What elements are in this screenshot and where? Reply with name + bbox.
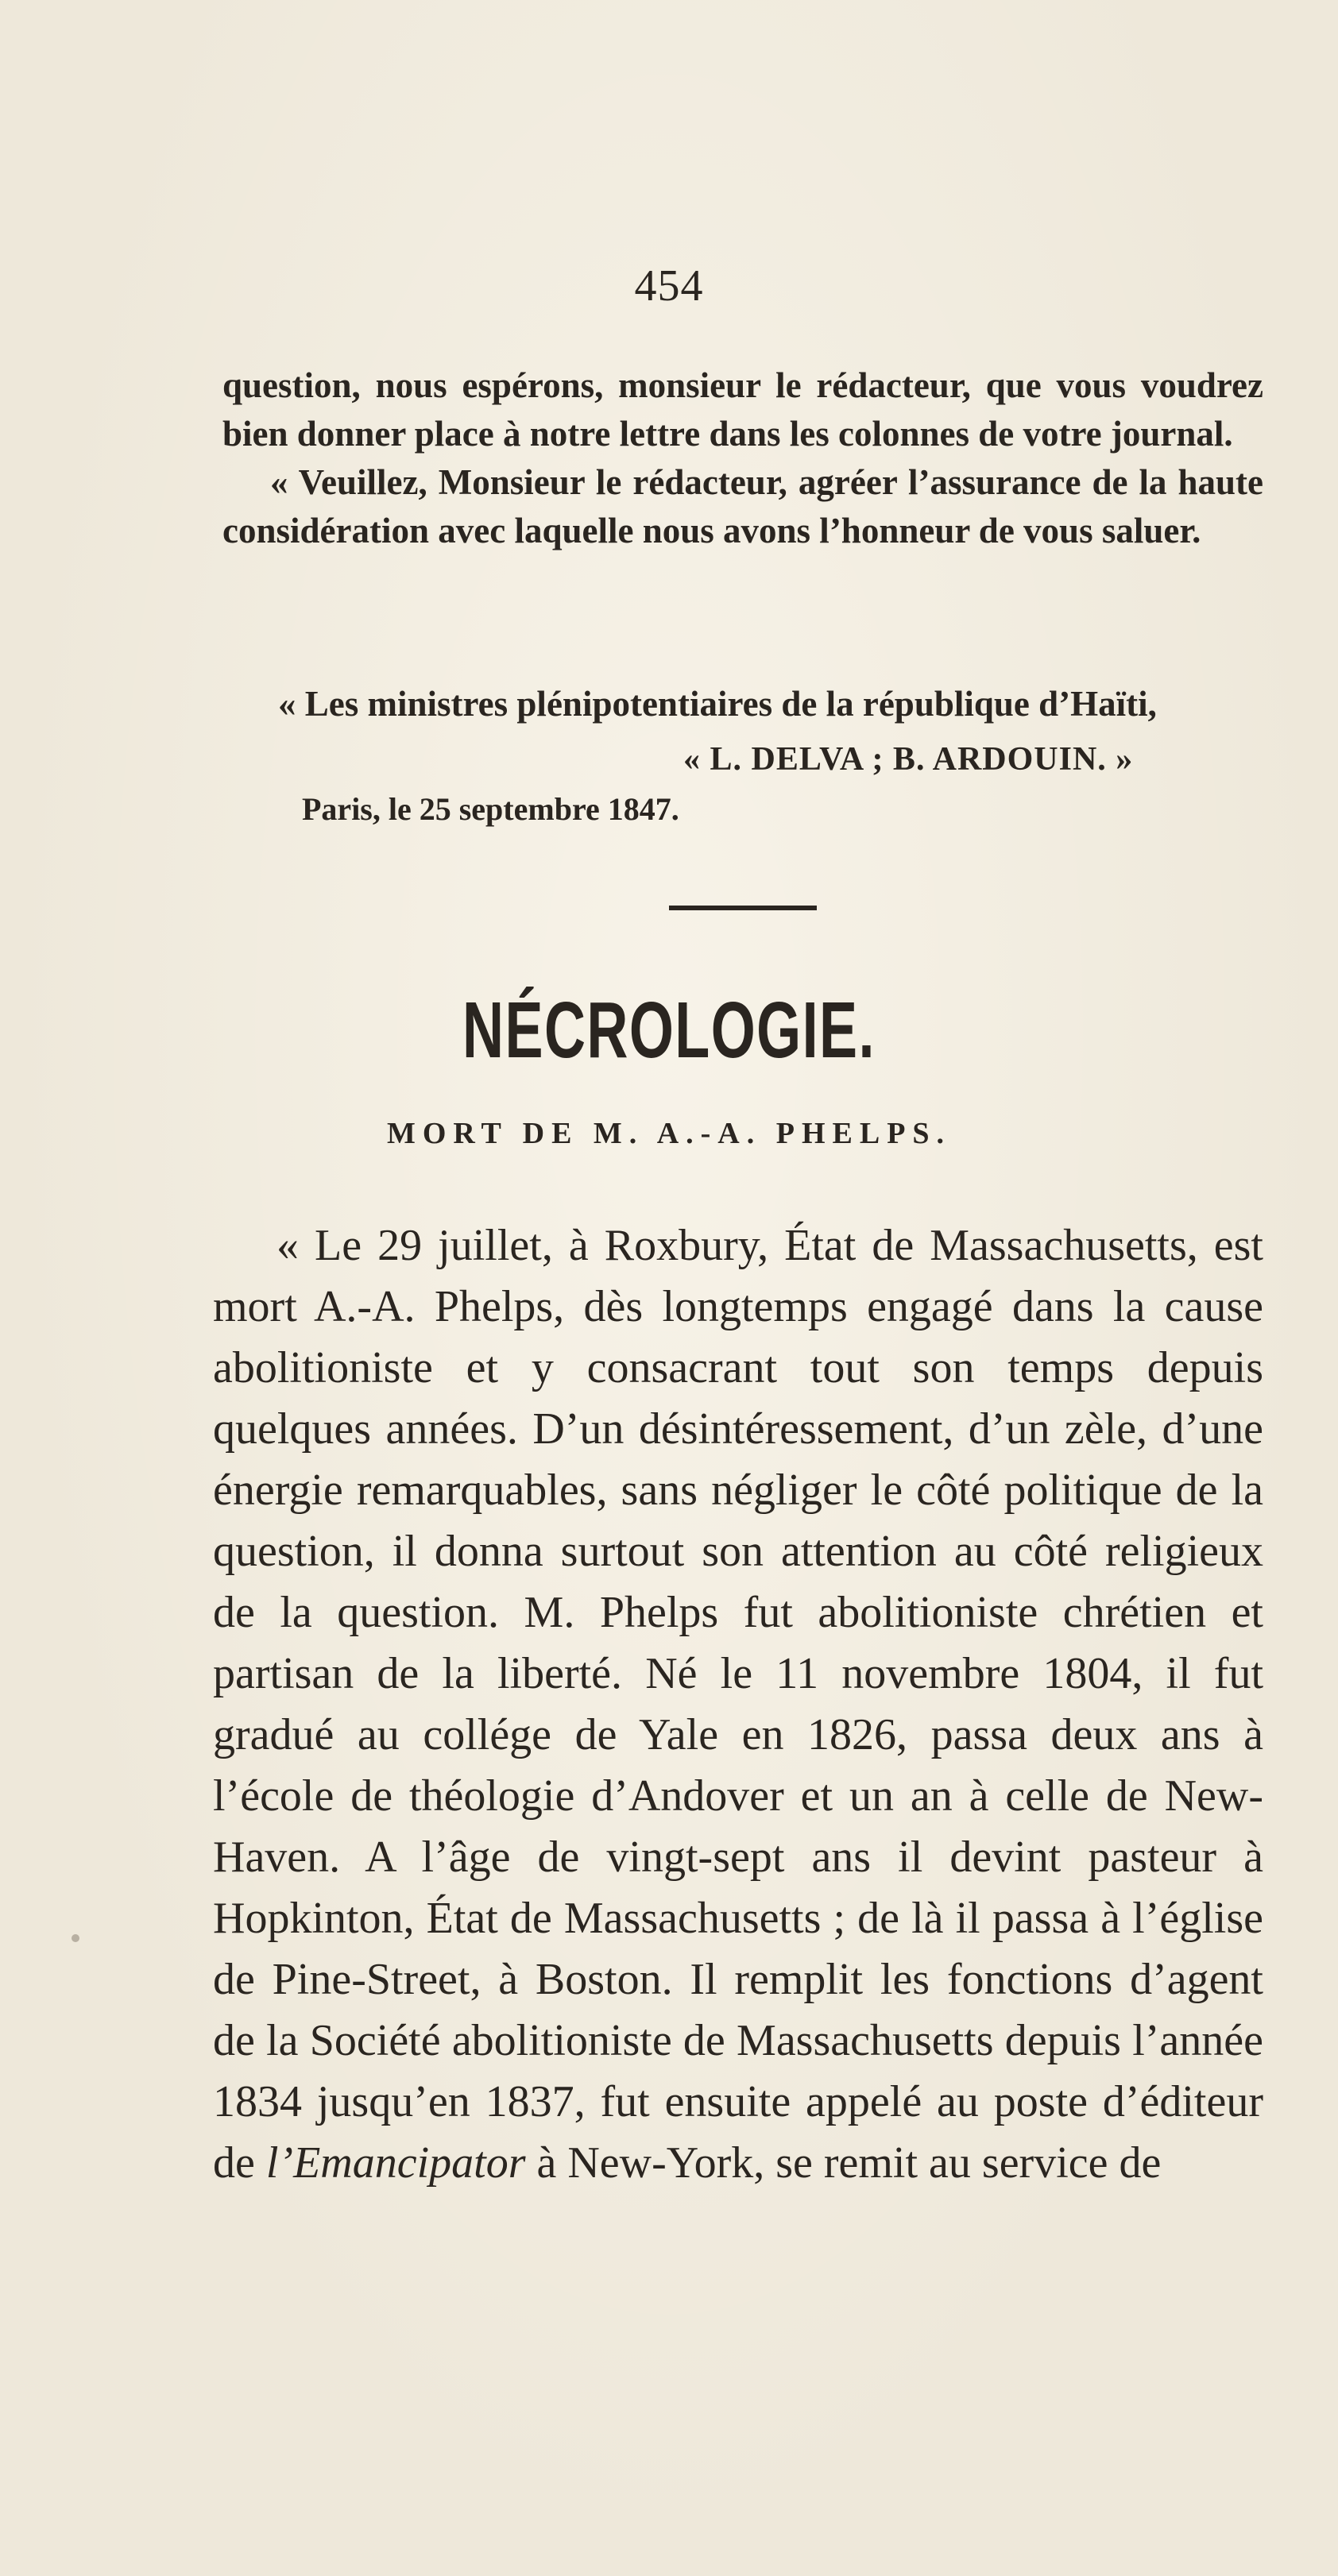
obituary-text-main: « Le 29 juillet, à Roxbury, État de Massachusetts, est mort A.-A. Phelps, dès longtemps engagé dans la cause abolitioniste et y consacrant tout son temps depuis quelques années. D’un désintéressement, d’un zèle, d’une énergie remarquables, sans négliger le côté politique de la question, il donna surtout son attention au côté religieux de la question. M. Phelps fut abolitioniste chrétien et partisan de la liberté. Né le 11 novembre 1804, il fut gradué au collége de Yale en 1826, passa deux ans à l’école de théologie d’Andover et un an à celle de New-Haven. A l’âge de vingt-sept ans il devint pasteur à Hopkinton, État de Massachusetts ; de là il passa à l’église de Pine-Street, à Boston. Il remplit les fonctions d’agent de la Société abolitioniste de Massachusetts depuis l’année 1834 jusqu’en 1837, fut ensuite appelé au poste d’éditeur de [213,1221,1263,2188]
paper-speck [72,1934,79,1942]
section-heading: NÉCROLOGIE. [462,986,876,1075]
section-subheading: MORT DE M. A.-A. PHELPS. [386,1117,952,1150]
letter-closing [222,361,1263,555]
signature-names: « L. DELVA ; B. ARDOUIN. » [683,741,1134,778]
signature-line: « Les ministres plénipotentiaires de la république d’Haïti, [278,684,1157,724]
dateline: Paris, le 25 septembre 1847. [302,791,679,827]
section-divider [669,906,817,910]
obituary-text [213,1215,1263,2194]
letter-paragraph-2: « Veuillez, Monsieur le rédacteur, agréer l’assurance de la haute considération avec laquelle nous avons l’honneur de vous saluer. [222,462,1263,550]
obituary-text-tail: à New-York, se remit au service de [525,2138,1162,2188]
page-number: 454 [634,261,704,311]
obituary-paragraph [213,1215,1263,2194]
emancipator-title: l’Emancipator [265,2138,526,2188]
letter-paragraph-1: question, nous espérons, monsieur le rédacteur, que vous voudrez bien donner place à notre lettre dans les colonnes de votre journal. [222,365,1263,454]
